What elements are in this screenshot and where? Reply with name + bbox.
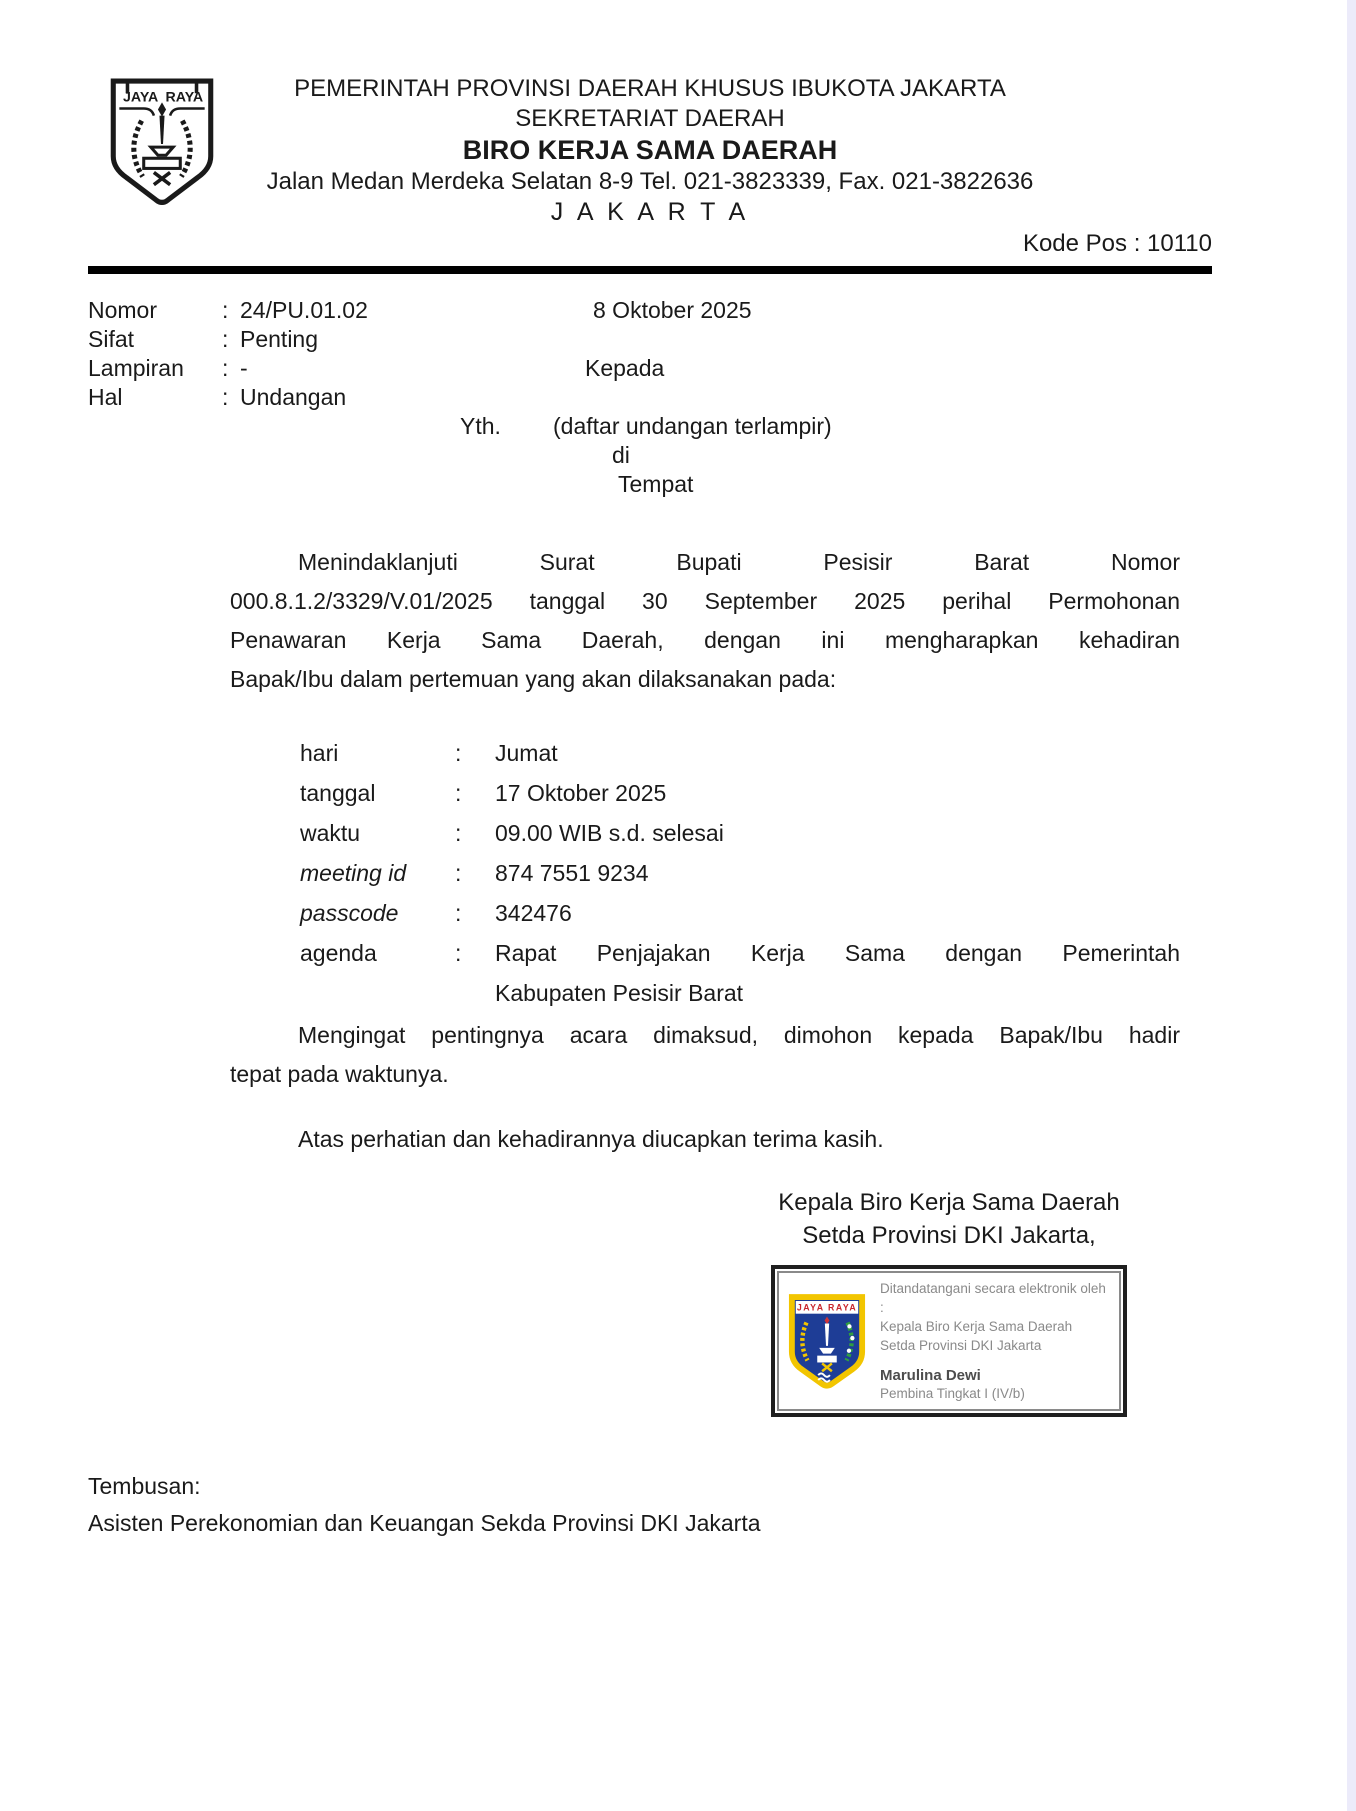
tembusan-section (88, 1468, 761, 1542)
detail-row-waktu (300, 813, 1180, 853)
meta-label: Nomor (88, 297, 158, 323)
letterhead-government: PEMERINTAH PROVINSI DAERAH KHUSUS IBUKOTA JAKARTA (294, 75, 1006, 102)
letter-date: 8 Oktober 2025 (593, 297, 752, 323)
logo-motto-right: RAYA (165, 89, 204, 106)
detail-value: 874 7551 9234 (495, 860, 649, 886)
paragraph-line: Menindaklanjuti Surat Bupati Pesisir Barat Nomor (298, 549, 1180, 575)
signatory-rank: Pembina Tingkat I (IV/b) (880, 1386, 1025, 1401)
meeting-details (300, 733, 1180, 1013)
detail-colon: : (455, 740, 462, 766)
detail-row-hari (300, 733, 1180, 773)
letterhead-bureau: BIRO KERJA SAMA DAERAH (462, 135, 838, 165)
detail-row-passcode (300, 893, 1180, 933)
detail-label: agenda (300, 940, 377, 966)
closing-paragraph (230, 1016, 1180, 1094)
detail-label: hari (300, 740, 339, 766)
di-label: di (612, 442, 630, 468)
meta-colon: : (222, 384, 229, 410)
detail-value: 342476 (495, 900, 572, 926)
detail-colon: : (455, 940, 462, 966)
yth-label: Yth. (460, 413, 501, 439)
paragraph-line: tepat pada waktunya. (230, 1061, 449, 1087)
detail-row-tanggal (300, 773, 1180, 813)
detail-value-line: Rapat Penjajakan Kerja Sama dengan Pemerintah (495, 940, 1180, 966)
tempat-label: Tempat (618, 471, 694, 497)
detail-label: tanggal (300, 780, 376, 806)
stamp-inner-frame (777, 1271, 1121, 1411)
paragraph-line: 000.8.1.2/3329/V.01/2025 tanggal 30 September 2025 perihal Permohonan (230, 588, 1180, 614)
detail-label: passcode (300, 900, 399, 926)
postal-code: Kode Pos : 10110 (1022, 230, 1212, 257)
paragraph-line: Mengingat pentingnya acara dimaksud, dimohon kepada Bapak/Ibu hadir (298, 1022, 1180, 1048)
letterhead-secretariat: SEKRETARIAT DAERAH (515, 105, 785, 132)
meta-value: Penting (240, 326, 319, 352)
detail-value: Jumat (495, 740, 558, 766)
stamp-line-org: Setda Provinsi DKI Jakarta (880, 1338, 1042, 1353)
meta-label: Lampiran (88, 355, 184, 381)
meta-label: Hal (88, 384, 123, 410)
signatory-title-line2: Setda Provinsi DKI Jakarta, (802, 1222, 1096, 1249)
detail-row-agenda (300, 933, 1180, 1013)
stamp-line-title: Kepala Biro Kerja Sama Daerah (880, 1319, 1073, 1334)
meta-value: Undangan (240, 384, 347, 410)
detail-value: 09.00 WIB s.d. selesai (495, 820, 724, 846)
scrollbar-track[interactable] (1347, 0, 1356, 1811)
signature-block (599, 1186, 1299, 1417)
stamp-logo-motto: JAYA RAYA (796, 1302, 858, 1313)
jakarta-emblem-bw-icon (96, 75, 228, 207)
detail-colon: : (455, 860, 462, 886)
meta-row-hal (88, 383, 1212, 412)
meta-colon: : (222, 355, 229, 381)
detail-row-meeting-id (300, 853, 1180, 893)
detail-value: 17 Oktober 2025 (495, 780, 667, 806)
signatory-name: Marulina Dewi (880, 1367, 981, 1384)
opening-paragraph (230, 543, 1180, 699)
meta-value: - (240, 355, 248, 381)
detail-colon: : (455, 900, 462, 926)
detail-colon: : (455, 780, 462, 806)
thanks-paragraph: Atas perhatian dan kehadirannya diucapkan terima kasih. (298, 1126, 884, 1152)
letterhead-rule (88, 266, 1212, 274)
meta-value: 24/PU.01.02 (240, 297, 368, 323)
meta-row-sifat (88, 325, 1212, 354)
letter-meta (88, 296, 1212, 501)
meta-colon: : (222, 297, 229, 323)
paragraph-line: Bapak/Ibu dalam pertemuan yang akan dilaksanakan pada: (230, 666, 837, 692)
logo-motto-left: JAYA (123, 89, 159, 106)
detail-value (495, 933, 1180, 1013)
tembusan-label: Tembusan: (88, 1473, 201, 1499)
paragraph-line: Penawaran Kerja Sama Daerah, dengan ini mengharapkan kehadiran (230, 627, 1180, 653)
tembusan-item: Asisten Perekonomian dan Keuangan Sekda Provinsi DKI Jakarta (88, 1510, 761, 1536)
letterhead-city: J A K A R T A (550, 198, 750, 226)
recipient-text: (daftar undangan terlampir) (553, 413, 832, 439)
detail-label: waktu (300, 820, 361, 846)
stamp-text-block (880, 1279, 1111, 1403)
signatory-title-line1: Kepala Biro Kerja Sama Daerah (778, 1189, 1120, 1216)
detail-value-line: Kabupaten Pesisir Barat (495, 980, 744, 1006)
stamp-line-signed-by: Ditandatangani secara elektronik oleh : (880, 1281, 1106, 1315)
detail-label: meeting id (300, 860, 407, 886)
electronic-signature-stamp (771, 1265, 1127, 1417)
detail-colon: : (455, 820, 462, 846)
meta-colon: : (222, 326, 229, 352)
jakarta-emblem-color-icon (787, 1293, 867, 1389)
kepada-label: Kepada (585, 355, 665, 381)
letterhead-address: Jalan Medan Merdeka Selatan 8-9 Tel. 021-3823339, Fax. 021-3822636 (266, 168, 1034, 195)
letterhead (88, 73, 1212, 228)
meta-label: Sifat (88, 326, 135, 352)
